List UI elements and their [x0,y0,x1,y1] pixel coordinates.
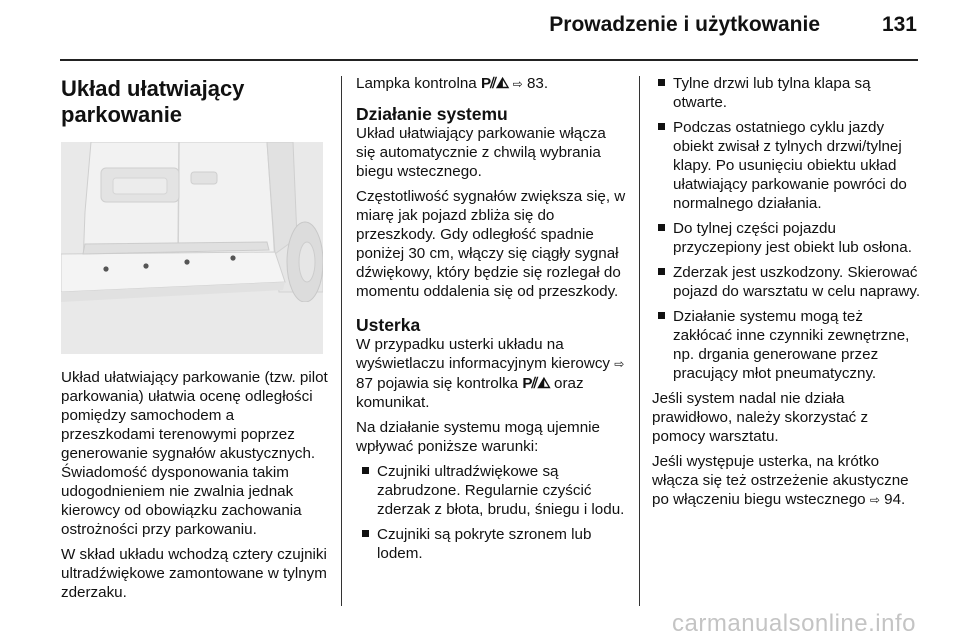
list-item-text: Tylne drzwi lub tylna klapa są otwarte. [673,75,871,111]
column-3 [652,74,924,516]
square-bullet-icon [658,123,665,130]
reference-arrow-icon: ⇨ [869,493,880,507]
list-item [652,219,924,257]
square-bullet-icon [658,79,665,86]
parking-sensor-icon: P⫽◭ [522,375,550,392]
paragraph: W skład układu wchodzą cztery czujniki ultradźwiękowe zamontowane w tylnym zderzaku. [61,546,327,601]
list-item-text: Działanie systemu mogą też zakłócać inne czynniki zewnętrzne, np. drgania generowane przez pracujący młot pneumatyczny. [673,308,910,382]
paragraph: Układ ułatwiający parkowanie (tzw. pilot parkowania) ułatwia ocenę odległości pomiędzy samochodem a przeszkodami terenowymi poprzez generowanie sygnałów akustycznych. Świadomość dysponowania takim udogodnieniem nie zwalnia jednak kierowcy od obowiązku zachowania ostrożności przy parkowaniu. [61,369,328,538]
bullet-list [652,74,924,383]
subheading: Usterka [356,315,421,335]
text-fragment: W przypadku usterki układu na wyświetlaczu informacyjnym kierowcy [356,336,611,372]
reference-arrow-icon: ⇨ [614,357,625,371]
square-bullet-icon [362,467,369,474]
paragraph: Na działanie systemu mogą ujemnie wpływać poniższe warunki: [356,419,600,455]
section-title-line: parkowanie [61,102,183,127]
list-item [652,74,924,112]
list-item-text: Czujniki są pokryte szronem lub lodem. [377,526,592,562]
list-item [652,307,924,383]
column-divider [639,76,640,606]
paragraph [356,74,628,94]
section-title [61,76,329,128]
square-bullet-icon [658,268,665,275]
header-rule [60,59,918,61]
square-bullet-icon [658,312,665,319]
column-2 [356,74,628,569]
list-item-text: Do tylnej części pojazdu przyczepiony jest obiekt lub osłona. [673,220,912,256]
lamp-label: Lampka kontrolna [356,75,477,92]
paragraph [356,335,628,412]
page-reference: 83. [526,75,549,92]
paragraph [652,452,924,510]
parking-sensor-icon: P⫽◭ [480,75,509,92]
list-item [652,263,924,301]
paragraph: Częstotliwość sygnałów zwiększa się, w miarę jak pojazd zbliża się do przeszkody. Gdy odległość spadnie poniżej 30 cm, włączy się ciągły sygnał dźwiękowy, który będzie się rozlegał do momentu oddalenia się od przeszkody. [356,188,626,300]
square-bullet-icon [362,530,369,537]
reference-arrow-icon: ⇨ [512,77,523,91]
page-reference: 94. [884,491,906,508]
page-reference: 87 [356,375,373,392]
column-1 [61,74,329,608]
text-fragment: pojawia się kontrolka [377,375,519,392]
paragraph: Jeśli system nadal nie działa prawidłowo, należy skorzystać z pomocy warsztatu. [652,390,869,445]
list-item-text: Zderzak jest uszkodzony. Skierować pojazd do warsztatu w celu naprawy. [673,264,921,300]
column-divider [341,76,342,606]
page-header-title: Prowadzenie i użytkowanie [549,13,820,36]
bullet-list [356,462,628,563]
watermark: carmanualsonline.info [672,610,916,637]
text-fragment: Jeśli występuje usterka, na krótko włącza się też ostrzeżenie akustyczne po włączeniu biegu wstecznego [652,453,909,508]
list-item [356,462,628,519]
page-number: 131 [881,13,917,36]
list-item [356,525,628,563]
list-item [652,118,924,213]
list-item-text: Czujniki ultradźwiękowe są zabrudzone. Regularnie czyścić zderzak z błota, brudu, śniegu i lodu. [377,463,625,518]
rear-bumper-sensors-illustration [61,142,323,354]
list-item-text: Podczas ostatniego cyklu jazdy obiekt zwisał z tylnych drzwi/tylnej klapy. Po usunięciu obiektu układ ułatwiający parkowanie powróci do normalnego działania. [673,119,907,212]
text-fragment: oraz komunikat. [356,375,584,411]
section-title-line: Układ ułatwiający [61,76,245,101]
paragraph: Układ ułatwiający parkowanie włącza się automatycznie z chwilą wybrania biegu wstecznego. [356,125,606,180]
square-bullet-icon [658,224,665,231]
subheading: Działanie systemu [356,104,508,124]
